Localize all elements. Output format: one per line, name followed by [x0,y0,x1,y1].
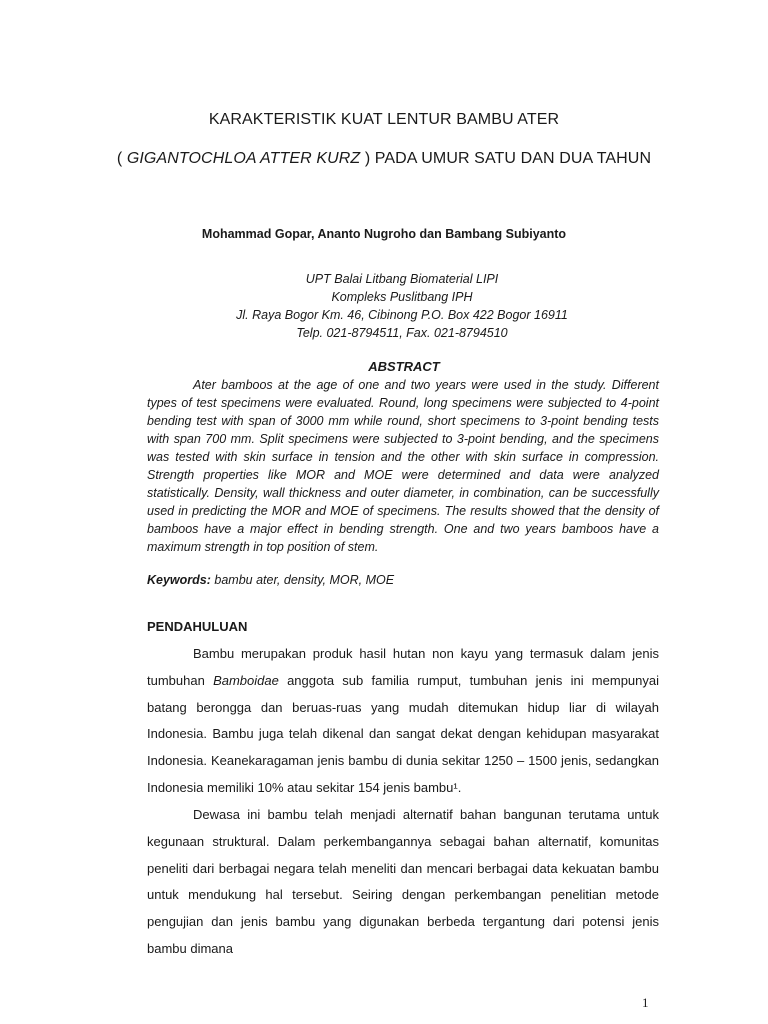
page-number: 1 [642,995,649,1010]
body-paragraph-1 [147,641,659,802]
author-list: Mohammad Gopar, Ananto Nugroho dan Bambang Subiyanto [201,227,567,241]
abstract-text: Ater bamboos at the age of one and two years were used in the study. Different types of test specimens were evaluated. Round, long specimens were subjected to 4-point bending test with span of 3000 mm while round, short specimens to 3-point bending tests with span 700 mm. Split specimens were subjected to 3-point bending, and the specimens was tested with skin surface in tension and the other with skin surface in compression. Strength properties like MOR and MOE were determined and data were analyzed statistically. Density, wall thickness and outer diameter, in combination, can be successfully used in predicting the MOR and MOE of specimens. The results showed that the density of bamboos have a major effect in bending strength. One and two years bamboos have a maximum strength in top position of stem. [147,378,659,554]
paper-title-line-1: KARAKTERISTIK KUAT LENTUR BAMBU ATER [208,111,560,128]
paragraph-1-italic-term: Bamboidae [213,672,279,688]
abstract-heading: ABSTRACT [368,359,440,374]
paper-title-line-2 [0,150,768,168]
title-open-paren: ( [116,150,127,167]
body-paragraph-2: Dewasa ini bambu telah menjadi alternatif bahan bangunan terutama untuk kegunaan struktural. Dalam perkembangannya sebagai bahan alternatif, komunitas peneliti dari berbagai negara telah meneliti dan mencari berbagai data kekuatan bambu untuk mendukung hal tersebut. Seiring dengan perkembangan penelitian metode pengujian dan jenis bambu yang digunakan berbeda tergantung dari potensi jenis bambu dimana [147,807,659,956]
affiliation-line-2: Kompleks Puslitbang IPH [331,290,473,304]
section-heading: PENDAHULUAN [147,619,248,634]
affiliation-block [0,270,768,342]
paragraph-1-part-b: anggota sub familia rumput, tumbuhan jenis ini mempunyai batang berongga dan beruas-ruas yang mudah ditemukan hidup liar di wilayah Indonesia. Bambu juga telah dikenal dan sangat dekat dengan kehidupan masyarakat Indonesia. Keanekaragaman jenis bambu di dunia sekitar 1250 – 1500 jenis, sedangkan Indonesia memiliki 10% atau sekitar 154 jenis bambu¹. [147,672,660,795]
affiliation-line-3: Jl. Raya Bogor Km. 46, Cibinong P.O. Box 422 Bogor 16911 [236,308,568,322]
paragraph-1-part-a: Bambu merupakan produk hasil hutan non kayu yang termasuk dalam jenis tumbuhan [147,646,659,688]
keywords-line [147,573,659,587]
title-species-name: GIGANTOCHLOA ATTER KURZ [126,150,361,167]
affiliation-line-1: UPT Balai Litbang Biomaterial LIPI [305,272,499,286]
affiliation-line-4: Telp. 021-8794511, Fax. 021-8794510 [296,326,508,340]
keywords-text: bambu ater, density, MOR, MOE [210,573,395,587]
keywords-label: Keywords: [147,573,211,587]
title-rest: ) PADA UMUR SATU DAN DUA TAHUN [360,150,652,167]
